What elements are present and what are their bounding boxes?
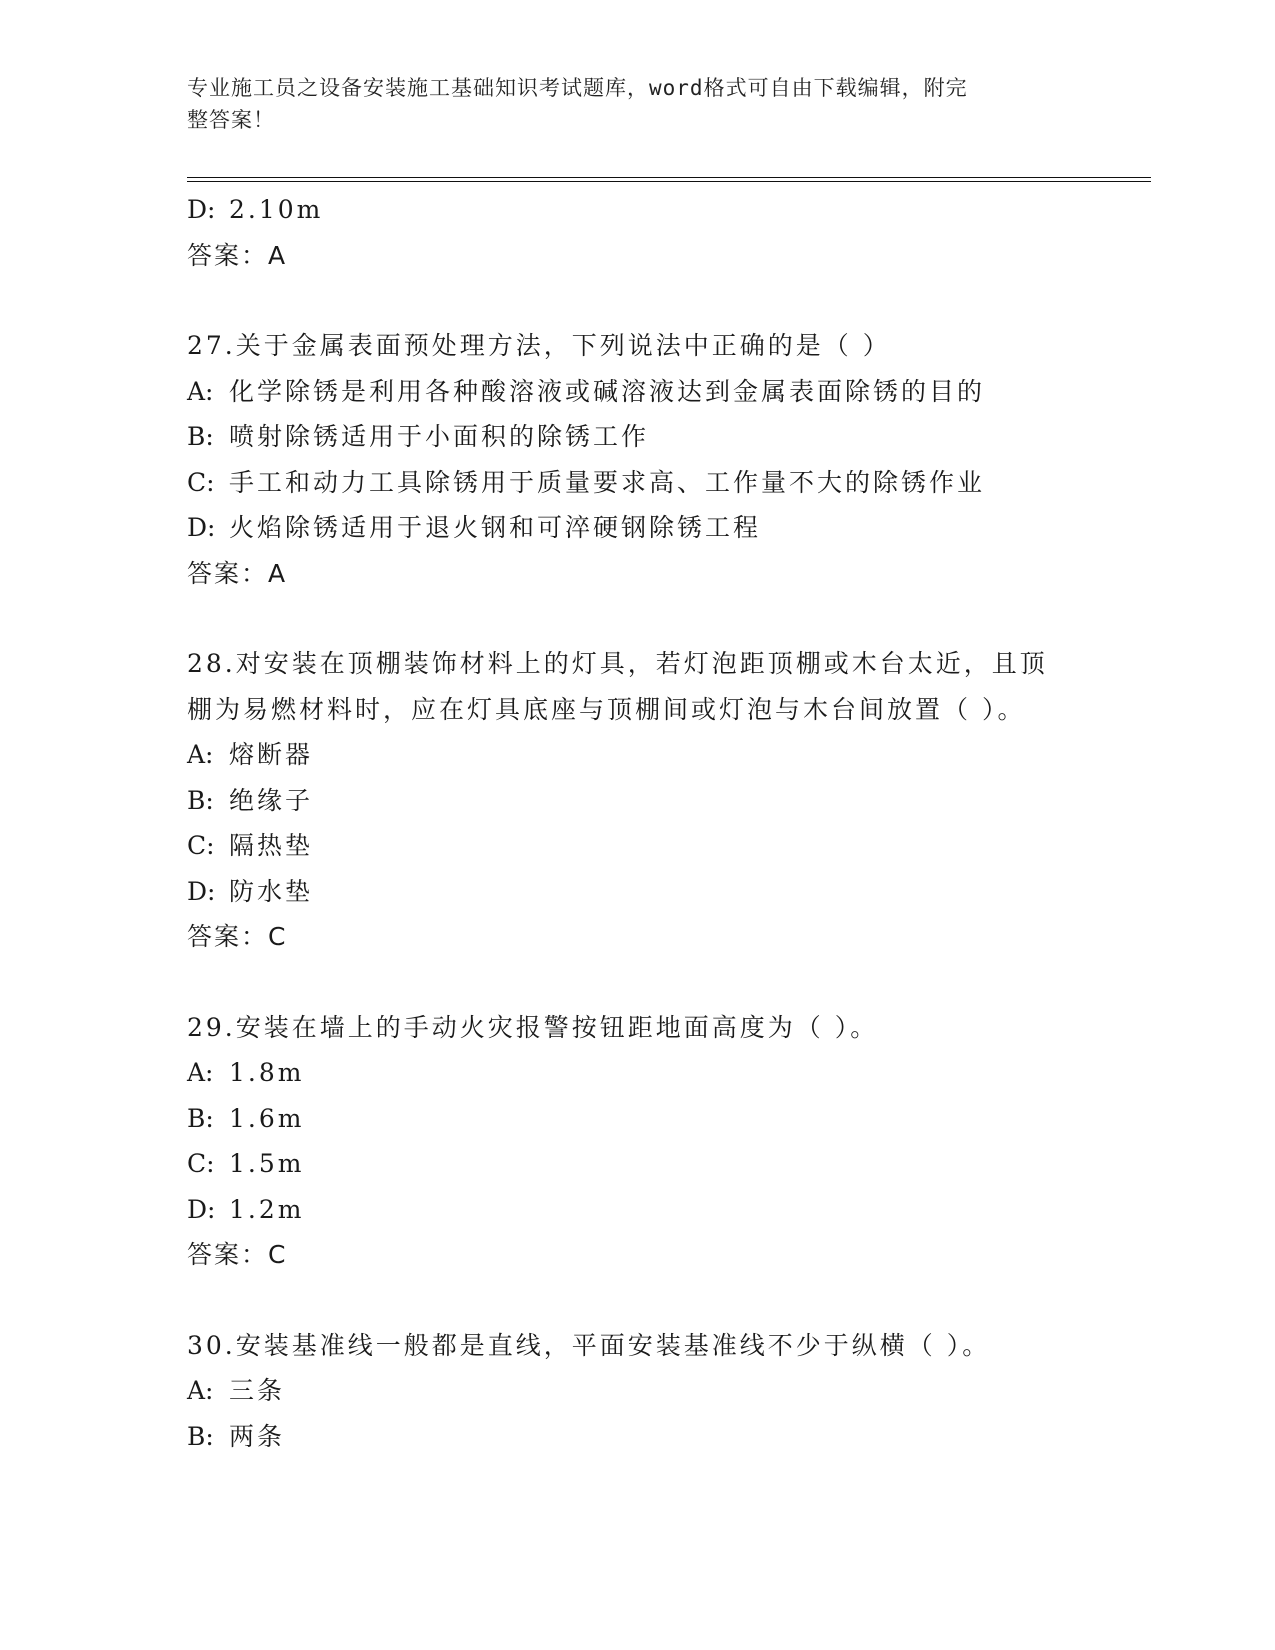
option-text: 绝缘子 (229, 785, 314, 815)
option-label: C: (187, 831, 215, 860)
option-b (187, 1096, 1087, 1142)
option-label: C: (187, 1149, 215, 1178)
option-text: 1.2m (229, 1194, 305, 1224)
option-label: A: (187, 1058, 214, 1087)
question-stem: 29.安装在墙上的手动火灾报警按钮距地面高度为（ ）。 (187, 1012, 879, 1042)
option-label: B: (187, 422, 214, 451)
option-label: D: (187, 195, 216, 224)
option-text: 隔热垫 (229, 831, 314, 860)
option-text: 1.5m (229, 1149, 305, 1178)
option-d (187, 187, 1087, 233)
option-a (187, 732, 1087, 778)
page-header (187, 72, 1067, 136)
question-30 (187, 1323, 1087, 1460)
option-d (187, 505, 1087, 551)
option-a (187, 1050, 1087, 1096)
option-label: D: (187, 513, 216, 542)
option-label: B: (187, 785, 214, 815)
question-list (187, 187, 1087, 1459)
option-label: B: (187, 1421, 214, 1451)
option-b (187, 778, 1087, 824)
question-stem: 27.关于金属表面预处理方法，下列说法中正确的是（ ） (187, 331, 891, 360)
option-text: 三条 (229, 1376, 286, 1405)
option-c (187, 460, 1087, 506)
question-27 (187, 323, 1087, 596)
option-text: 1.6m (229, 1103, 305, 1133)
header-divider-top (187, 177, 1151, 178)
option-text: 化学除锈是利用各种酸溶液或碱溶液达到金属表面除锈的目的 (229, 376, 986, 406)
option-text: 1.8m (229, 1058, 305, 1087)
option-label: C: (187, 467, 215, 497)
option-text: 防水垫 (229, 876, 314, 906)
header-line-2: 整答案！ (187, 108, 275, 132)
option-a (187, 1368, 1087, 1414)
header-divider-bottom (187, 181, 1151, 182)
question-stem: 28.对安装在顶棚装饰材料上的灯具，若灯泡距顶棚或木台太近，且顶 (187, 649, 1048, 678)
option-text: 2.10m (229, 195, 324, 224)
option-c (187, 823, 1087, 869)
option-label: A: (187, 1376, 214, 1405)
question-stem: 30.安装基准线一般都是直线，平面安装基准线不少于纵横（ ）。 (187, 1330, 991, 1360)
header-line-1: 专业施工员之设备安装施工基础知识考试题库，word格式可自由下载编辑，附完 (187, 76, 968, 100)
question-28 (187, 641, 1087, 960)
answer-line: 答案：C (187, 1240, 288, 1269)
answer-line: 答案：C (187, 922, 288, 951)
option-c (187, 1141, 1087, 1187)
option-label: D: (187, 1194, 216, 1224)
option-b (187, 414, 1087, 460)
answer-line: 答案：A (187, 558, 288, 588)
option-label: D: (187, 876, 216, 906)
option-label: B: (187, 1103, 214, 1133)
option-label: A: (187, 376, 214, 406)
option-d (187, 869, 1087, 915)
option-text: 两条 (229, 1421, 286, 1451)
option-label: A: (187, 740, 214, 769)
option-text: 喷射除锈适用于小面积的除锈工作 (229, 422, 650, 451)
option-text: 火焰除锈适用于退火钢和可淬硬钢除锈工程 (229, 513, 762, 542)
question-29 (187, 1005, 1087, 1278)
option-b (187, 1414, 1087, 1460)
option-d (187, 1187, 1087, 1233)
answer-line: 答案：A (187, 240, 288, 270)
option-a (187, 369, 1087, 415)
question-stem-continued: 棚为易燃材料时，应在灯具底座与顶棚间或灯泡与木台间放置（ ）。 (187, 694, 1026, 724)
option-text: 熔断器 (229, 740, 314, 769)
option-text: 手工和动力工具除锈用于质量要求高、工作量不大的除锈作业 (229, 467, 986, 497)
